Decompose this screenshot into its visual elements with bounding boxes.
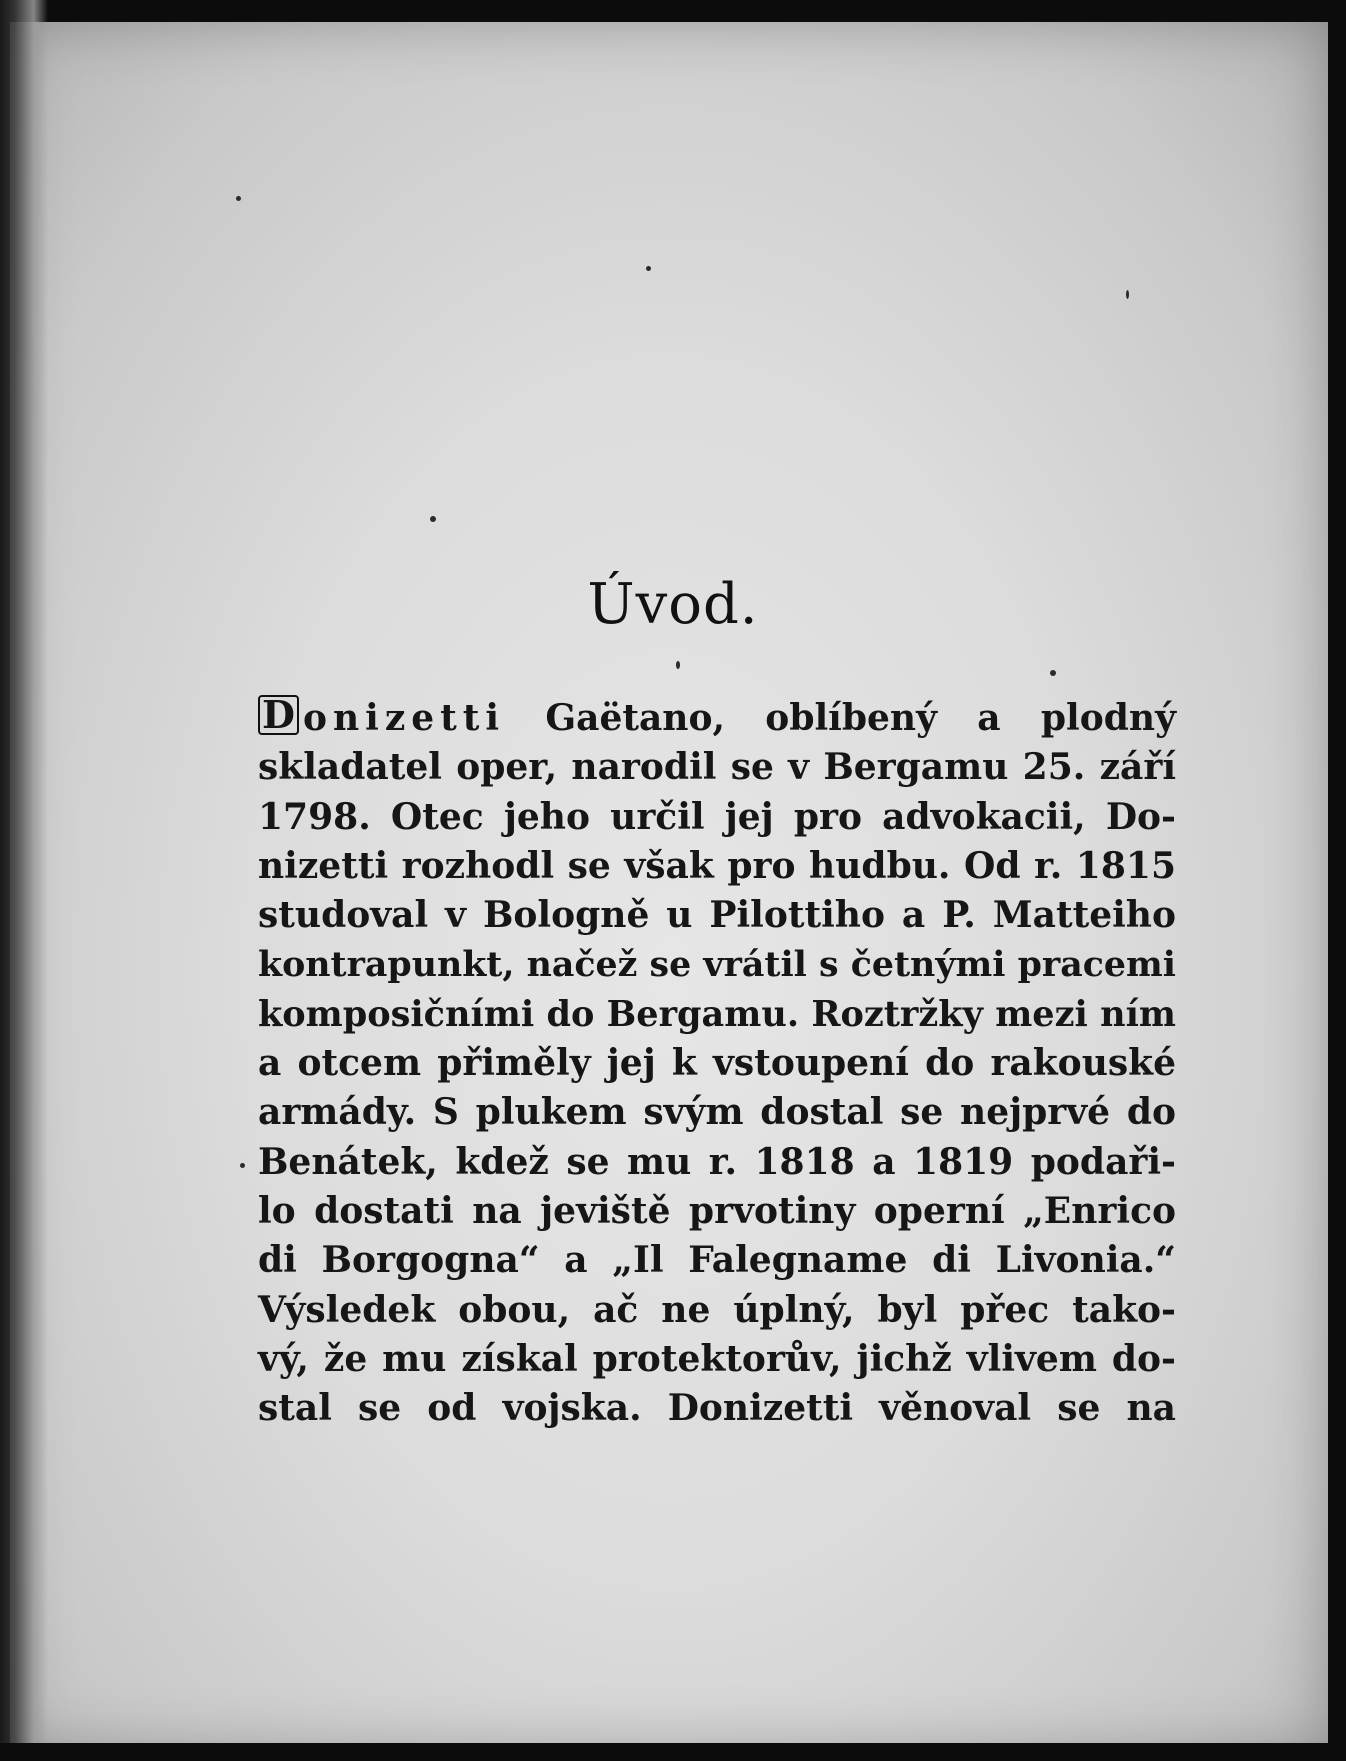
ink-speck xyxy=(646,266,651,271)
text-line: 1798. Otec jeho určil jej pro advokacii, Do- xyxy=(258,795,1176,838)
text-line: armády. S plukem svým dostal se nejprvé do xyxy=(258,1091,1176,1134)
ink-speck xyxy=(240,1163,245,1168)
book-binding-edge xyxy=(0,0,48,1761)
scan-bottom-border xyxy=(0,1743,1346,1761)
text-line: skladatel oper, narodil se v Bergamu 25. září xyxy=(258,746,1176,789)
ink-speck xyxy=(676,661,680,669)
text-line: kontrapunkt, načež se vrátil s četnými pracemi xyxy=(258,944,1176,986)
ink-speck xyxy=(1050,670,1056,676)
text-line: stal se od vojska. Donizetti věnoval se na xyxy=(258,1387,1176,1430)
text-line xyxy=(258,694,1176,743)
body-paragraph xyxy=(258,694,1176,1433)
spaced-word: onizetti xyxy=(302,697,506,739)
text-line: a otcem přiměly jej k vstoupení do rakouské xyxy=(258,1042,1176,1085)
line-text: Gaëtano, oblíbený a plodný xyxy=(505,697,1176,739)
text-line: nizetti rozhodl se však pro hudbu. Od r. 1815 xyxy=(258,844,1176,887)
ink-speck xyxy=(236,196,241,201)
text-line: studoval v Bologně u Pilottiho a P. Matteiho xyxy=(258,894,1176,937)
text-line: vý, že mu získal protektorův, jichž vlivem do- xyxy=(258,1337,1176,1380)
text-line: lo dostati na jeviště prvotiny operní „Enrico xyxy=(258,1189,1176,1232)
ink-speck xyxy=(1126,290,1129,299)
text-line: di Borgogna“ a „Il Falegname di Livonia.“ xyxy=(258,1239,1176,1282)
page-title: Úvod. xyxy=(587,572,759,637)
ink-speck xyxy=(430,516,436,522)
text-line: Benátek, kdež se mu r. 1818 a 1819 podaři- xyxy=(258,1140,1176,1183)
text-line: komposičními do Bergamu. Roztržky mezi ním xyxy=(258,993,1176,1035)
text-line: Výsledek obou, ač ne úplný, byl přec tako- xyxy=(258,1288,1176,1331)
drop-cap-initial: D xyxy=(258,695,299,735)
